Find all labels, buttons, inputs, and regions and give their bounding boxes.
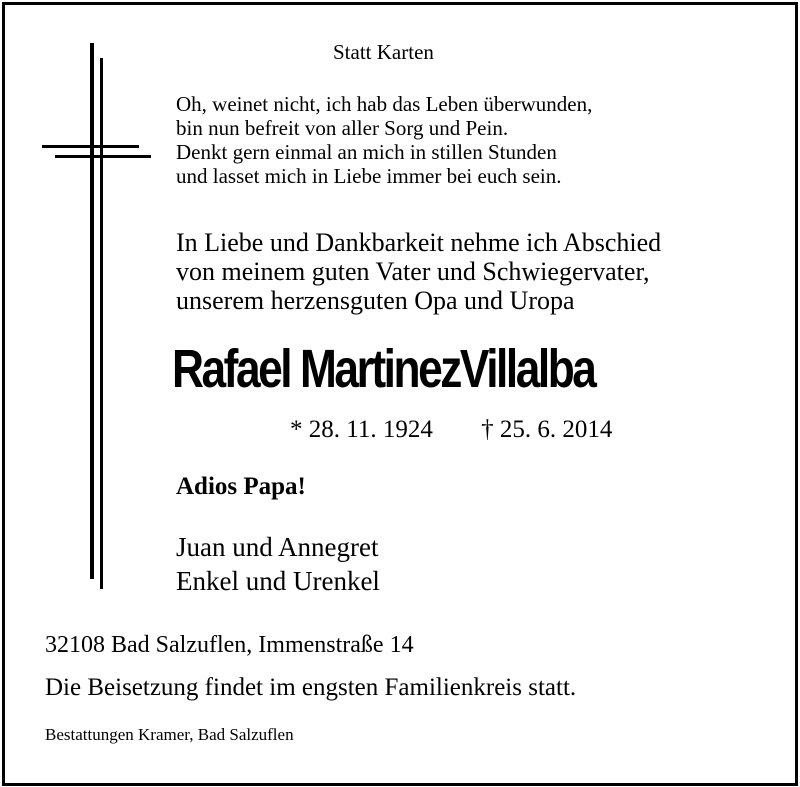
poem-line: Denkt gern einmal an mich in stillen Stunden (176, 140, 557, 164)
death-date: † 25. 6. 2014 (481, 416, 613, 443)
life-dates (290, 416, 612, 444)
poem-verse (176, 92, 592, 188)
intro-line: unserem herzensguten Opa und Uropa (176, 286, 575, 315)
intro-line: In Liebe und Dankbarkeit nehme ich Abschied (176, 228, 662, 257)
farewell-intro (176, 228, 661, 315)
undertaker-credit: Bestattungen Kramer, Bad Salzuflen (45, 725, 294, 744)
poem-line: bin nun befreit von aller Sorg und Pein. (176, 116, 509, 140)
deceased-name: Rafael MartinezVillalba (172, 339, 595, 399)
poem-line: und lasset mich in Liebe immer bei euch sein. (176, 164, 562, 188)
intro-line: von meinem guten Vater und Schwiegervater, (176, 257, 650, 286)
farewell-phrase: Adios Papa! (176, 473, 306, 500)
family-address: 32108 Bad Salzuflen, Immenstraße 14 (45, 632, 414, 658)
statt-karten-note: Statt Karten (333, 40, 434, 64)
burial-note: Die Beisetzung findet im engsten Familienkreis statt. (45, 674, 577, 701)
mourner-line: Enkel und Urenkel (176, 566, 380, 596)
poem-line: Oh, weinet nicht, ich hab das Leben überwunden, (176, 92, 593, 116)
birth-date: * 28. 11. 1924 (290, 416, 433, 443)
mourner-line: Juan und Annegret (176, 532, 379, 562)
mourners-list (176, 530, 380, 598)
